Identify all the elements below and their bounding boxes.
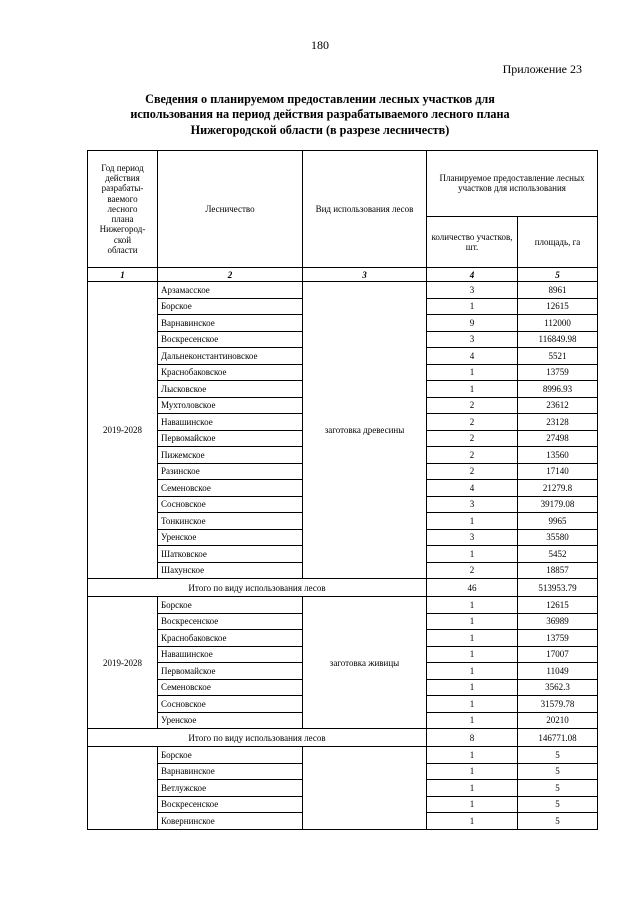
area-cell: 5 <box>518 813 598 830</box>
use-type-cell: заготовка древесины <box>303 282 427 579</box>
plot-count-cell: 4 <box>427 480 518 497</box>
area-cell: 20210 <box>518 712 598 729</box>
total-row <box>88 729 598 747</box>
header-year-line: ской <box>113 234 132 245</box>
forestry-cell: Варнавинское <box>158 763 303 780</box>
table-row <box>88 747 598 764</box>
column-number: 5 <box>518 268 598 282</box>
area-cell: 8996.93 <box>518 381 598 398</box>
column-number-row <box>88 268 598 282</box>
header-year-line: разрабаты- <box>101 183 144 194</box>
total-area: 146771.08 <box>518 729 598 747</box>
area-cell: 18857 <box>518 562 598 579</box>
forestry-cell: Воскресенское <box>158 613 303 630</box>
area-cell: 5 <box>518 780 598 797</box>
plot-count-cell: 2 <box>427 397 518 414</box>
area-cell: 5452 <box>518 546 598 563</box>
forestry-cell: Борское <box>158 298 303 315</box>
header-year-line: Нижегород- <box>99 224 146 235</box>
plot-count-cell: 2 <box>427 414 518 431</box>
plot-count-cell: 1 <box>427 780 518 797</box>
forestry-cell: Мухтоловское <box>158 397 303 414</box>
plot-count-cell: 1 <box>427 796 518 813</box>
forestry-cell: Шахунское <box>158 562 303 579</box>
forestry-cell: Сосновское <box>158 696 303 713</box>
plot-count-cell: 2 <box>427 430 518 447</box>
forestry-cell: Воскресенское <box>158 796 303 813</box>
plot-count-cell: 1 <box>427 679 518 696</box>
document-title: Сведения о планируемом предоставлении лесных участков для использования на период действия разрабатываемого лесного плана Нижегородской области (в разрезе лесничеств) <box>130 92 510 137</box>
period-cell: 2019-2028 <box>88 597 158 729</box>
forestry-cell: Арзамасское <box>158 282 303 299</box>
plot-count-cell: 2 <box>427 447 518 464</box>
header-year-period <box>88 151 158 268</box>
area-cell: 3562.3 <box>518 679 598 696</box>
area-cell: 27498 <box>518 430 598 447</box>
forestry-cell: Дальнеконстантиновское <box>158 348 303 365</box>
header-plot-count: количество участков, шт. <box>427 216 518 267</box>
plot-count-cell: 3 <box>427 529 518 546</box>
header-year-line: плана <box>111 214 134 225</box>
forestry-cell: Семеновское <box>158 480 303 497</box>
area-cell: 5 <box>518 796 598 813</box>
header-row <box>88 151 598 217</box>
area-cell: 5 <box>518 763 598 780</box>
area-cell: 8961 <box>518 282 598 299</box>
period-cell <box>88 747 158 830</box>
area-cell: 35580 <box>518 529 598 546</box>
area-cell: 39179.08 <box>518 496 598 513</box>
area-cell: 23612 <box>518 397 598 414</box>
header-forestry: Лесничество <box>158 151 303 268</box>
page-number: 180 <box>311 38 329 52</box>
column-number: 4 <box>427 268 518 282</box>
header-use-type: Вид использования лесов <box>303 151 427 268</box>
area-cell: 13759 <box>518 630 598 647</box>
plot-count-cell: 1 <box>427 763 518 780</box>
area-cell: 17007 <box>518 646 598 663</box>
total-label: Итого по виду использования лесов <box>88 729 427 747</box>
period-cell: 2019-2028 <box>88 282 158 579</box>
forestry-cell: Уренское <box>158 712 303 729</box>
area-cell: 12615 <box>518 597 598 614</box>
plot-count-cell: 1 <box>427 663 518 680</box>
forestry-cell: Лысковское <box>158 381 303 398</box>
forestry-cell: Краснобаковское <box>158 364 303 381</box>
plot-count-cell: 1 <box>427 298 518 315</box>
use-type-cell <box>303 747 427 830</box>
header-planned-provision: Планируемое предоставление лесных участков для использования <box>427 151 598 217</box>
forestry-cell: Семеновское <box>158 679 303 696</box>
plot-count-cell: 1 <box>427 546 518 563</box>
area-cell: 31579.78 <box>518 696 598 713</box>
area-cell: 12615 <box>518 298 598 315</box>
forestry-cell: Разинское <box>158 463 303 480</box>
plot-count-cell: 3 <box>427 496 518 513</box>
column-number: 1 <box>88 268 158 282</box>
plot-count-cell: 1 <box>427 513 518 530</box>
forestry-cell: Первомайское <box>158 430 303 447</box>
forestry-cell: Сосновское <box>158 496 303 513</box>
area-cell: 11049 <box>518 663 598 680</box>
plot-count-cell: 4 <box>427 348 518 365</box>
forestry-cell: Шатковское <box>158 546 303 563</box>
header-year-line: ваемого <box>107 193 138 204</box>
plot-count-cell: 1 <box>427 646 518 663</box>
forest-plots-table <box>87 150 598 830</box>
total-label: Итого по виду использования лесов <box>88 579 427 597</box>
area-cell: 112000 <box>518 315 598 332</box>
header-area: площадь, га <box>518 216 598 267</box>
area-cell: 13560 <box>518 447 598 464</box>
plot-count-cell: 2 <box>427 463 518 480</box>
area-cell: 5521 <box>518 348 598 365</box>
use-type-cell: заготовка живицы <box>303 597 427 729</box>
header-year-line: области <box>107 244 138 255</box>
plot-count-cell: 1 <box>427 712 518 729</box>
plot-count-cell: 9 <box>427 315 518 332</box>
forestry-cell: Борское <box>158 747 303 764</box>
forestry-cell: Уренское <box>158 529 303 546</box>
column-number: 3 <box>303 268 427 282</box>
forestry-cell: Ковернинское <box>158 813 303 830</box>
total-row <box>88 579 598 597</box>
forestry-cell: Ветлужское <box>158 780 303 797</box>
forestry-cell: Пижемское <box>158 447 303 464</box>
plot-count-cell: 1 <box>427 630 518 647</box>
plot-count-cell: 1 <box>427 381 518 398</box>
plot-count-cell: 3 <box>427 331 518 348</box>
plot-count-cell: 3 <box>427 282 518 299</box>
plot-count-cell: 2 <box>427 562 518 579</box>
total-count: 46 <box>427 579 518 597</box>
plot-count-cell: 1 <box>427 597 518 614</box>
area-cell: 36989 <box>518 613 598 630</box>
forestry-cell: Воскресенское <box>158 331 303 348</box>
forestry-cell: Тонкинское <box>158 513 303 530</box>
plot-count-cell: 1 <box>427 696 518 713</box>
area-cell: 23128 <box>518 414 598 431</box>
area-cell: 21279.8 <box>518 480 598 497</box>
table-body <box>88 268 598 830</box>
column-number: 2 <box>158 268 303 282</box>
table-row <box>88 597 598 614</box>
area-cell: 5 <box>518 747 598 764</box>
forestry-cell: Борское <box>158 597 303 614</box>
header-year-line: действия <box>105 173 140 184</box>
forestry-cell: Навашинское <box>158 646 303 663</box>
plot-count-cell: 1 <box>427 364 518 381</box>
forestry-cell: Варнавинское <box>158 315 303 332</box>
header-year-line: Год период <box>101 163 144 174</box>
area-cell: 17140 <box>518 463 598 480</box>
total-area: 513953.79 <box>518 579 598 597</box>
forestry-cell: Первомайское <box>158 663 303 680</box>
table-row <box>88 282 598 299</box>
area-cell: 9965 <box>518 513 598 530</box>
plot-count-cell: 1 <box>427 747 518 764</box>
area-cell: 116849.98 <box>518 331 598 348</box>
forestry-cell: Краснобаковское <box>158 630 303 647</box>
plot-count-cell: 1 <box>427 613 518 630</box>
plot-count-cell: 1 <box>427 813 518 830</box>
appendix-label: Приложение 23 <box>502 62 582 76</box>
forestry-cell: Навашинское <box>158 414 303 431</box>
header-year-line: лесного <box>107 203 138 214</box>
area-cell: 13759 <box>518 364 598 381</box>
total-count: 8 <box>427 729 518 747</box>
